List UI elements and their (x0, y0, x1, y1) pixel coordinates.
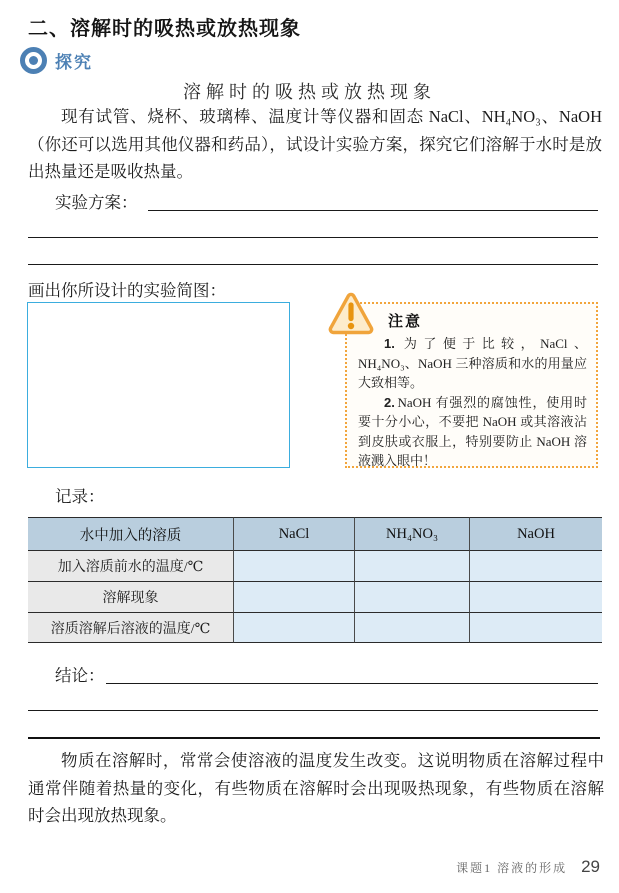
notice-item-number: 2. (384, 394, 395, 410)
inquiry-header (20, 47, 93, 74)
table-cell-empty (233, 581, 354, 612)
activity-title: 溶解时的吸热或放热现象 (183, 82, 436, 102)
inquiry-target-icon (20, 47, 47, 74)
table-cell-empty (354, 612, 469, 643)
notice-item (358, 334, 587, 393)
table-header-cell: NaOH (469, 517, 602, 550)
section-title: 二、溶解时的吸热或放热现象 (28, 18, 301, 40)
table-header-cell: NaCl (233, 517, 354, 550)
writing-line (28, 237, 598, 238)
table-row-label: 溶解现象 (28, 581, 233, 612)
diagram-drawing-box (27, 302, 290, 468)
table-row-label: 溶质溶解后溶液的温度/℃ (28, 612, 233, 643)
footer-chapter: 课题1 溶液的形成 (456, 861, 568, 875)
table-cell-empty (354, 550, 469, 581)
notice-item-number: 1. (384, 336, 395, 351)
inquiry-target-dot (29, 56, 38, 65)
notice-box (345, 302, 598, 468)
table-cell-empty (469, 581, 602, 612)
intro-paragraph: 现有试管、烧杯、玻璃棒、温度计等仪器和固态 NaCl、NH₄NO₃、NaOH（你还可以选用其他仪器和药品），试设计实验方案，探究它们溶解于水时是放出热量还是吸收热量。 (28, 107, 602, 181)
inquiry-label: 探究 (55, 53, 93, 72)
table-cell-empty (469, 550, 602, 581)
notice-item (358, 393, 587, 471)
table-header-cell: 水中加入的溶质 (28, 517, 233, 550)
table-row-label: 加入溶质前水的温度/℃ (28, 550, 233, 581)
writing-line (28, 710, 598, 711)
table-cell-empty (469, 612, 602, 643)
closing-paragraph: 物质在溶解时，常常会使溶液的温度发生改变。这说明物质在溶解过程中通常伴随着热量的变化，有些物质在溶解时会出现吸热现象，有些物质在溶解时会出现放热现象。 (28, 751, 604, 825)
plan-label: 实验方案： (55, 193, 138, 212)
page-footer (0, 857, 600, 877)
warning-triangle-icon (327, 291, 375, 342)
writing-line (106, 683, 598, 684)
record-label: 记录： (55, 487, 105, 506)
notice-item-text: NaOH 有强烈的腐蚀性，使用时要十分小心，不要把 NaOH 或其溶液沾到皮肤或衣服上，特别要防止 NaOH 溶液溅入眼中！ (358, 394, 587, 468)
table-cell-empty (233, 612, 354, 643)
record-table (28, 517, 602, 643)
diagram-label: 画出你所设计的实验简图： (28, 281, 226, 300)
notice-title: 注意 (388, 313, 423, 330)
footer-page-number: 29 (581, 857, 600, 876)
table-cell-empty (233, 550, 354, 581)
table-cell-empty (354, 581, 469, 612)
writing-line (28, 264, 598, 265)
notice-item-text: 为了便于比较，NaCl、NH₄NO₃、NaOH 三种溶质和水的用量应大致相等。 (358, 336, 587, 390)
section-divider (28, 737, 600, 739)
table-header-cell: NH₄NO₃ (354, 517, 469, 550)
conclusion-label: 结论： (55, 666, 105, 685)
writing-line (148, 210, 598, 211)
